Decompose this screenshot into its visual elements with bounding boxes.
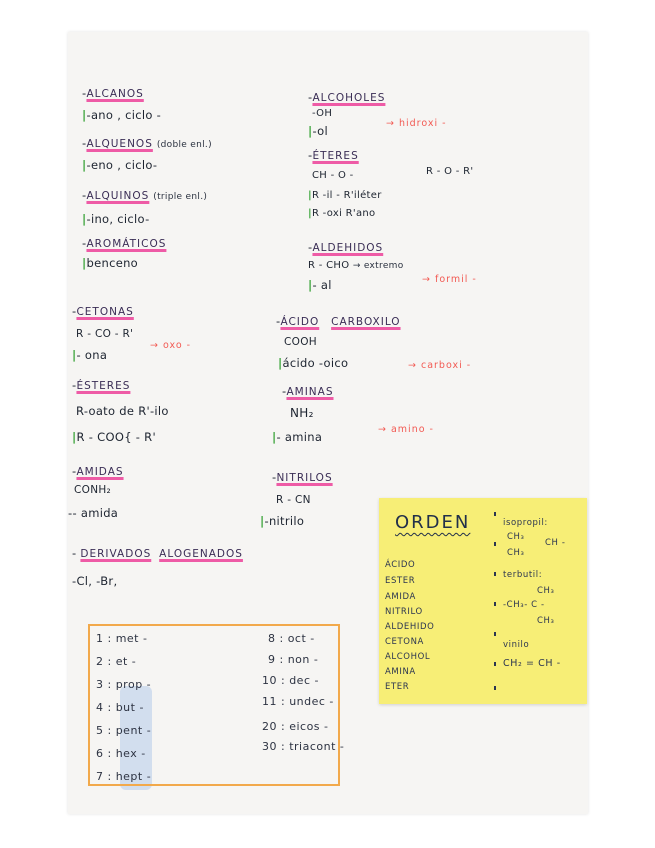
acido-title-2: CARBOXILO [331, 316, 401, 328]
orden-item-5: ALDEHIDO [385, 622, 435, 632]
prefix-right-5: 20 : eicos - [262, 720, 329, 733]
alcoholes-title: ALCOHOLES [312, 92, 386, 104]
divider-mark [494, 572, 496, 576]
cetonas-formula: R - CO - R' [76, 328, 134, 340]
divider-mark [494, 662, 496, 666]
alquenos-heading: -ALQUENOS (doble enl.) [82, 136, 212, 150]
prefix-left-2: 2 : et - [96, 655, 137, 668]
acido-rule: |ácido -oico [278, 356, 349, 370]
aldehidos-suffix: - al [312, 278, 332, 292]
esteres-line-2: R - COO{ - R' [76, 430, 156, 444]
prefix-left-3: 3 : prop - [96, 678, 152, 691]
amidas-rule: -- amida [68, 506, 119, 520]
nitrilos-suffix: -nitrilo [264, 514, 305, 528]
derivados-heading: - DERIVADOS ALOGENADOS [72, 546, 243, 560]
isopropil-label: isopropil: [503, 518, 548, 528]
divider-mark [494, 512, 496, 516]
prefix-left-5: 5 : pent - [96, 724, 152, 737]
divider-mark [494, 632, 496, 636]
esteres-heading: -ÉSTERES [72, 378, 131, 392]
orden-title: ORDEN [395, 512, 471, 533]
orden-sticky-note [379, 498, 587, 704]
alquenos-line: -eno , ciclo- [86, 158, 158, 172]
eteres-rule-2: |R -oxi R'ano [308, 208, 376, 219]
orden-item-9: ETER [385, 682, 410, 692]
prefix-left-7: 7 : hept - [96, 770, 152, 783]
derivados-title-1: DERIVADOS [80, 548, 152, 560]
alquinos-heading: -ALQUINOS (triple enl.) [82, 188, 208, 202]
prefix-right-3: 10 : dec - [262, 674, 319, 687]
eteres-rule-1: |R -il - R'iléter [308, 190, 382, 201]
divider-mark [494, 542, 496, 546]
derivados-title-2: ALOGENADOS [159, 548, 243, 560]
alcanos-title: ALCANOS [86, 88, 144, 100]
alquinos-line: -ino, ciclo- [86, 212, 150, 226]
eteres-line-2: R -oxi R'ano [311, 208, 376, 219]
alquenos-title: ALQUENOS [86, 138, 153, 150]
prefix-left-6: 6 : hex - [96, 747, 146, 760]
aromaticos-title: AROMÁTICOS [86, 238, 167, 250]
prefix-right-1: 8 : oct - [268, 632, 315, 645]
eteres-formula: CH - O - [312, 170, 354, 181]
alquinos-note: (triple enl.) [153, 192, 208, 202]
acido-formula: COOH [284, 336, 317, 348]
esteres-line-1: R-oato de R'-ilo [76, 404, 169, 418]
acido-heading: -ÁCIDO CARBOXILO [276, 314, 401, 328]
nitrilos-heading: -NITRILOS [272, 470, 333, 484]
orden-item-3: AMIDA [385, 592, 416, 602]
aromaticos-rule: |benceno [82, 256, 139, 270]
terbutil-bot: CH₃ [537, 616, 555, 626]
alcoholes-heading: -ALCOHOLES [308, 90, 386, 104]
aldehidos-prefix: → formil - [422, 274, 477, 285]
nitrilos-rule: |-nitrilo [260, 514, 305, 528]
alcanos-heading: -ALCANOS [82, 86, 144, 100]
prefix-left-1: 1 : met - [96, 632, 148, 645]
aminas-prefix: → amino - [378, 424, 434, 435]
acido-prefix: → carboxi - [408, 360, 472, 371]
alcoholes-formula: -OH [312, 108, 333, 119]
aminas-heading: -AMINAS [282, 384, 334, 398]
orden-item-8: AMINA [385, 667, 416, 677]
aldehidos-note: → extremo [352, 261, 404, 271]
eteres-title: ÉTERES [312, 150, 359, 162]
alcoholes-suffix: -ol [312, 124, 329, 138]
eteres-line-1: R -il - R'iléter [311, 190, 382, 201]
alquinos-title: ALQUINOS [86, 190, 150, 202]
eteres-formula-2: R - O - R' [426, 166, 474, 177]
terbutil-label: terbutil: [503, 570, 543, 580]
isopropil-bot: CH₃ [507, 548, 525, 558]
prefix-box [88, 624, 345, 786]
acido-line: ácido -oico [282, 356, 349, 370]
derivados-line: -Cl, -Br, [72, 574, 118, 588]
alcanos-rule: |-ano , ciclo - [82, 108, 162, 122]
divider-mark [494, 602, 496, 606]
cetonas-prefix: → oxo - [150, 340, 192, 351]
cetonas-heading: -CETONAS [72, 304, 134, 318]
orden-item-2: ESTER [385, 576, 416, 586]
aminas-suffix: - amina [276, 430, 323, 444]
prefix-right-2: 9 : non - [268, 653, 319, 666]
eteres-heading: -ÉTERES [308, 148, 359, 162]
aminas-rule: |- amina [272, 430, 323, 444]
alcoholes-prefix: → hidroxi - [386, 118, 447, 129]
terbutil-top: CH₃ [537, 586, 555, 596]
esteres-rule: |R - COO{ - R' [72, 430, 156, 444]
acido-title-1: ÁCIDO [280, 316, 320, 328]
terbutil-mid: -CH₃- C - [503, 600, 545, 610]
nitrilos-formula: R - CN [276, 494, 311, 506]
aromaticos-heading: -AROMÁTICOS [82, 236, 167, 250]
amidas-title: AMIDAS [76, 466, 124, 478]
aminas-title: AMINAS [286, 386, 334, 398]
alcanos-line: -ano , ciclo - [86, 108, 162, 122]
amidas-formula: CONH₂ [74, 484, 112, 496]
orden-item-4: NITRILO [385, 607, 423, 617]
alquenos-rule: |-eno , ciclo- [82, 158, 158, 172]
orden-item-6: CETONA [385, 637, 424, 647]
aminas-formula: NH₂ [290, 406, 314, 420]
orden-item-1: ÁCIDO [385, 560, 416, 570]
alquinos-rule: |-ino, ciclo- [82, 212, 150, 226]
cetonas-suffix: - ona [76, 348, 108, 362]
prefix-right-6: 30 : triacont - [262, 740, 345, 753]
isopropil-mid: CH - [545, 538, 566, 548]
aldehidos-formula-line [308, 260, 404, 271]
prefix-right-4: 11 : undec - [262, 695, 334, 708]
nitrilos-title: NITRILOS [276, 472, 333, 484]
alcoholes-rule: |-ol [308, 124, 329, 138]
cetonas-rule: |- ona [72, 348, 108, 362]
amidas-heading: -AMIDAS [72, 464, 124, 478]
aldehidos-heading: -ALDEHIDOS [308, 240, 384, 254]
prefix-left-4: 4 : but - [96, 701, 144, 714]
vinil-label: vinilo [503, 640, 530, 650]
isopropil-top: CH₃ [507, 532, 525, 542]
cetonas-title: CETONAS [76, 306, 134, 318]
aldehidos-title: ALDEHIDOS [312, 242, 384, 254]
divider-mark [494, 686, 496, 690]
aromaticos-line: benceno [86, 256, 139, 270]
aldehidos-rule: |- al [308, 278, 332, 292]
notebook-page [68, 32, 588, 814]
esteres-title: ÉSTERES [76, 380, 131, 392]
vinil-formula: CH₂ = CH - [503, 658, 561, 669]
aldehidos-formula: R - CHO [308, 260, 350, 271]
alquenos-note: (doble enl.) [156, 140, 212, 150]
amidas-suffix: - amida [72, 506, 119, 520]
orden-item-7: ALCOHOL [385, 652, 431, 662]
